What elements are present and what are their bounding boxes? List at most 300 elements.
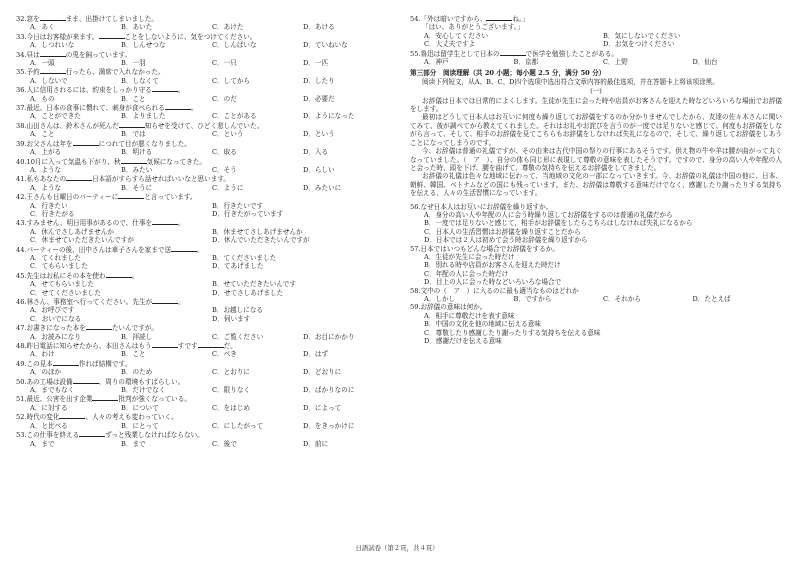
answer-option[interactable]: B．こと [121,94,146,103]
answer-option[interactable]: D．したり [303,76,335,85]
question-number: 58. [410,286,421,295]
question [410,14,782,49]
question-text: この仕事を終える [26,431,80,440]
answer-option[interactable]: D．みたいに [303,183,342,192]
answer-option[interactable]: B．気にしないでください [603,31,681,40]
answer-option[interactable]: D．ようになった [303,112,355,121]
answer-option[interactable]: A．わけ [30,350,55,359]
question-stem [16,192,394,201]
question-text: 山田さんは、鈴木さんが死んだ [26,121,119,130]
answer-option[interactable]: C．しんぱいな [212,41,257,50]
answer-option[interactable]: D．あける [303,23,335,32]
option-row [16,228,394,236]
question [16,297,394,323]
left-column [16,14,394,448]
answer-blank [40,50,66,57]
answer-option[interactable]: A．まで [30,439,55,448]
question-number: 48. [16,342,27,351]
answer-option[interactable]: C．ように [212,183,244,192]
question-text: 日本ではいつもどんな場合でお辞儀をするか。 [420,244,559,253]
question-stem [410,49,782,58]
question-text: 昨日電話に知らせたから、本田さんはもう [26,342,152,351]
option-row [410,261,782,269]
question [410,203,782,245]
answer-option[interactable]: A．相手に尊敬だけを表す意味 [424,311,515,320]
question [16,218,394,244]
question-text: 最近、日本の食事に慣れて、刺身が食べられる [26,104,165,113]
question [16,157,394,175]
question-number: 57. [410,244,421,253]
answer-blank [66,174,92,181]
answer-blank [59,412,85,419]
question-text: 林さん、事務室へ行ってください。先生が [26,298,153,306]
question [16,323,394,341]
answer-blank [79,430,105,437]
answer-option[interactable]: C．あけた [212,23,244,32]
answer-option[interactable]: A．のほか [30,368,62,377]
answer-option[interactable]: D．はず [303,350,329,359]
question [16,245,394,271]
question [16,341,394,359]
answer-blank [119,121,145,128]
answer-blank [99,32,125,39]
option-row [16,148,394,156]
answer-option[interactable]: D．行きたがっています [212,209,284,218]
option-row [16,368,394,376]
question-text: 「はい、ありがとうございます。」 [422,23,524,32]
answer-option[interactable]: B．行きたいです [212,201,264,210]
question-number: 43. [16,219,27,228]
option-row [410,219,782,227]
question [16,377,394,395]
question-stem [16,14,394,23]
answer-blank [73,377,99,384]
question-stem [16,341,394,350]
question-number: 55. [410,49,421,58]
option-row [410,236,782,244]
answer-option[interactable]: B．にとって [121,421,159,430]
answer-blank [92,394,118,401]
question-text: 。 [197,245,204,254]
question-number: 34. [16,50,27,59]
answer-option[interactable]: C．してから [212,76,251,85]
option-row [410,32,782,40]
answer-option[interactable]: D．前に [303,439,329,448]
answer-option[interactable]: C．日本人の生活習慣はお辞儀を繰り返すことだから [424,227,581,236]
answer-option[interactable]: B．お越しになる [212,306,264,315]
question-stem [16,174,394,183]
answer-option[interactable]: C．大丈夫ですよ [424,40,476,49]
answer-option[interactable]: A．お呼びです [30,306,75,315]
question-text: 私もあなたの [26,175,67,184]
answer-option[interactable]: A．あく [30,23,55,32]
question-text: 先生はお私にその本を使わ [26,271,106,280]
answer-option[interactable]: C．てもらいました [30,262,88,271]
answer-option[interactable]: B．ですから [513,295,552,303]
answer-option[interactable]: A．までもなく [30,386,75,395]
answer-option[interactable]: B．みたい [121,165,153,174]
question-text: 。 [177,86,185,95]
answer-option[interactable]: B．てくださいました [212,253,277,262]
answer-option[interactable]: D．伺います [212,314,251,323]
option-row [410,337,782,345]
question [410,303,782,345]
question [16,394,394,412]
answer-option[interactable]: A．と比べる [30,421,68,430]
answer-option[interactable]: A．しかし [424,295,456,303]
question-text: の兎を飼っています。 [65,50,132,59]
option-row [16,262,394,270]
answer-blank [40,67,66,74]
question [410,49,782,67]
question-stem [410,287,782,295]
question-stem [16,67,394,76]
question-text: 知らせを受けて、ひどく悲しんでいた。 [144,121,264,130]
question-stem [410,203,782,211]
answer-option[interactable]: C．限りなく [212,386,251,395]
answer-blank [121,157,147,164]
question-number: 32. [16,15,27,23]
answer-option[interactable]: C．ご覧ください [212,332,264,341]
answer-option[interactable]: B．せていただきたいんです [212,280,296,289]
question-text: 窓を [26,15,40,23]
answer-option[interactable]: B．京都 [513,58,539,67]
answer-option[interactable]: A．身分の高い人や年配の人に会う時繰り返してお辞儀をするのは普通の礼儀だから [424,210,673,219]
answer-option[interactable]: C．のだ [212,94,237,103]
option-row [16,306,394,314]
question [16,32,394,50]
answer-option[interactable]: A．しつれいな [30,41,75,50]
option-row [410,278,782,286]
question [16,174,394,192]
question-stem [410,245,782,253]
question-number: 44. [16,245,27,254]
answer-option[interactable]: D．仙台 [692,58,718,67]
answer-option[interactable]: D．必要だ [303,94,335,103]
question-text: 今日はお客様が来ます。 [26,32,99,41]
option-row [16,59,394,67]
question-text: ずっと残業しなければならない。 [105,431,204,440]
question-number: 56. [410,202,421,211]
answer-option[interactable]: B．あいた [121,23,153,32]
answer-blank [165,103,191,110]
option-row [410,40,782,48]
option-row [16,289,394,297]
passage-paragraph: お辞儀の礼儀は色々な地域に伝わって、当地域の文化の一部になっていきます。今、お辞儀の礼儀は中国の他に、日本、朝鮮、韓国、ベトナムなどの国にも残っています。また、お辞儀は尊敬する意味だけでなく、感謝したり謝ったりする気持ちを伝える、人々の生活習慣になっています。 [410,172,782,198]
answer-option[interactable]: D．せてさしあげました [212,288,284,297]
question-text: 人に信用されるには、約束をしっかり守る [26,86,152,95]
passage-paragraph: お辞儀は日本では日常的によくします。生徒が先生に会った時や店員がお客さんを迎えた時などいろいろな場面でお辞儀をします。 [410,96,782,114]
question-number: 33. [16,32,27,41]
page-footer: 日語試卷（第２頁，共４頁） [355,544,439,552]
answer-option[interactable]: B．について [121,403,159,412]
passage-paragraph: 最初はどうして日本人はお互いに何度も繰り返してお辞儀をするのか分かりませんでしたから、友達の佐々木さんに聞いてみて、彼が調べてから教えてくれました。それはお礼やお詫びを言うのが一度では足りないと感じて、何度もお辞儀をしながら言って、そして、相手のお辞儀を見てこちらもお辞儀をしなければ失礼になるので、そして、繰り返してお辞儀をしあうことになってしまうのです。 [410,113,782,147]
question [16,192,394,218]
question-text: で医学を勉強したことがある。 [525,49,618,58]
question-text: 行ったら、満席で入れなかった。 [65,68,165,77]
answer-option[interactable]: C．をはじめ [212,403,251,412]
question-text: 気候になってきた。 [146,157,206,166]
answer-option[interactable]: D．入る [303,148,329,157]
question-text: お父さんは年を [26,139,73,148]
option-row [410,295,782,303]
answer-option[interactable]: D．お目にかかり [303,332,355,341]
option-row [410,320,782,328]
question-stem [16,32,394,41]
answer-option[interactable]: C．上野 [603,58,628,67]
question-text: だ。 [223,342,237,351]
question-number: 46. [16,298,27,306]
answer-blank [486,14,512,21]
answer-option[interactable]: C．にしたがって [212,421,264,430]
question-number: 39. [16,139,27,148]
question-text: あの工場は設備 [26,377,73,386]
answer-option[interactable]: C．せてくださいました [30,288,101,297]
answer-option[interactable]: B．よりました [121,112,166,121]
question-number: 54. [410,15,421,23]
question-stem [16,394,394,403]
question-stem [16,359,394,368]
answer-option[interactable]: B．のため [121,368,153,377]
question [16,85,394,103]
answer-option[interactable]: C．行きたがる [30,209,75,218]
question-stem [16,377,394,386]
answer-option[interactable]: A．ことができた [30,112,81,121]
answer-option[interactable]: C．一只 [212,59,237,68]
answer-option[interactable]: B．しんせつな [121,41,166,50]
question [16,359,394,377]
question-text: すみません、明日用事があるので、仕事を [26,219,153,228]
answer-option[interactable]: B．中国の文化を他の地域に伝える意味 [424,320,541,329]
question-text: 時代の変化 [26,413,60,422]
answer-option[interactable]: B．拝読し [121,332,153,341]
answer-blank [53,359,79,366]
answer-option[interactable]: C．おいでになる [30,314,82,323]
answer-option[interactable]: A．しないで [30,76,68,85]
passage-paragraph: 今、お辞儀は普通の礼儀ですが、その由来は古代中国の祭りの行事にあるそうです。供え物の牛や羊は腰が曲がって丸くなっていました。（ ア ）、自分の体も同じ形に表現して尊敬の意味を表したそうです。ですので、身分の高い人や年配の人と会った時、頭を下げ、腰を曲げて、尊敬の気持ちを伝えるお辞儀をしてきました。 [410,147,782,172]
option-row [16,210,394,218]
answer-option[interactable]: C．それから [603,295,642,303]
reading-question-list [410,203,782,346]
answer-option[interactable]: A．行きたい [30,201,68,210]
option-row [410,228,782,236]
question-stem [16,323,394,332]
option-row [410,329,782,337]
option-row [410,253,782,261]
option-row [16,350,394,358]
answer-option[interactable]: B．まで [121,439,146,448]
answer-option[interactable]: D．らしい [303,165,335,174]
question-number: 38. [16,121,27,130]
question-text: 。 [190,104,198,113]
question [16,67,394,85]
answer-option[interactable]: D．お気をつけください [603,40,675,49]
question-text: ことをしないように、気をつけてください。 [124,32,257,41]
question-stem [16,271,394,280]
answer-option[interactable]: D．たとえば [692,295,731,303]
question-stem [16,139,394,148]
answer-option[interactable]: A．に対する [30,403,68,412]
answer-blank [86,323,112,330]
answer-option[interactable]: B．別れる時や店員がお客さんを迎えた時だけ [424,261,561,270]
question-text: 。 [131,271,139,280]
answer-option[interactable]: D．どおりに [303,368,342,377]
answer-option[interactable]: D．ばかりなのに [303,386,355,395]
option-row [16,404,394,412]
option-row [16,41,394,49]
question-number: 52. [16,413,27,422]
question [16,50,394,68]
answer-blank [106,271,132,278]
option-row [16,315,394,323]
question-text: 昼は [26,50,40,59]
question [410,287,782,304]
question-stem [410,14,782,23]
question-text: お書きになった本を [26,324,86,333]
answer-option[interactable]: D．ていねいな [303,41,348,50]
left-question-list [16,14,394,448]
answer-option[interactable]: A．もの [30,94,55,103]
option-row [16,280,394,288]
question-text: 日本語がすらすら話せればいいなと思います。 [92,175,231,184]
option-row [410,312,782,320]
answer-blank [152,218,178,225]
answer-option[interactable]: C．年配の人に会った時だけ [424,269,509,278]
option-row [16,386,394,394]
option-row [410,211,782,219]
answer-option[interactable]: C．休ませていただきたいんですが [30,236,134,245]
option-row [16,333,394,341]
answer-option[interactable]: A．上がる [30,148,62,157]
answer-option[interactable]: B．そうに [121,183,153,192]
question-text: 10月に入って気温も下がり、秋 [26,157,121,166]
answer-blank [152,85,178,92]
question-text: 、周りの環境もすばらしい。 [98,377,185,386]
answer-option[interactable]: C．尊敬したり感謝したり謝ったりする気持ちを伝える意味 [424,328,601,337]
question [16,103,394,121]
question-stem [16,245,394,254]
answer-option[interactable]: A．お読みになり [30,332,81,341]
answer-option[interactable]: D．によって [303,403,342,412]
question-number: 45. [16,271,27,280]
option-row [16,23,394,31]
answer-option[interactable]: B．だけでなく [121,386,166,395]
option-row [16,422,394,430]
answer-option[interactable]: C．ことがある [212,112,257,121]
answer-option[interactable]: D．てあげました [212,262,264,271]
question-number: 35. [16,68,27,77]
answer-option[interactable]: C．後で [212,439,237,448]
question-text: 作れば結構です。 [78,359,132,368]
answer-option[interactable]: A．生徒が先生に会った時だけ [424,252,515,261]
answer-option[interactable]: A．一頭 [30,59,55,68]
option-row [410,270,782,278]
question-text: 、人々の考えも変わっていく。 [85,413,178,422]
question-number: 49. [16,359,27,368]
question-number: 42. [16,193,27,202]
question-stem [16,50,394,59]
answer-option[interactable]: A．ような [30,165,62,174]
option-row [16,254,394,262]
option-row [410,58,782,66]
question-text: と言っています。 [144,193,197,202]
section-instruction: 阅读下列短文，从A、B、C、D四个选项中选出符合文章内容的最佳选项，并在答题卡上将该项涂黑。 [422,77,719,86]
answer-option[interactable]: B．休ませてさしあげませんか [212,227,303,236]
question-number: 50. [16,377,27,386]
question-stem [16,218,394,227]
answer-option[interactable]: D．目上の人に会った時などいろいろな場合で [424,278,562,287]
answer-option[interactable]: D．一匹 [303,59,329,68]
option-row [16,130,394,138]
option-row [16,112,394,120]
answer-option[interactable]: A．こと [30,130,55,139]
answer-option[interactable]: D．という [303,130,335,139]
option-row [16,440,394,448]
question-text: まま、出掛けてしまいました。 [65,15,158,23]
option-row [16,184,394,192]
option-row [16,166,394,174]
right-question-list-top [410,14,782,66]
answer-option[interactable]: D．日本では２人は初めて会う時お辞儀を繰り返すから [424,236,588,245]
question-text: 批判が強くなっている。 [118,395,191,404]
answer-option[interactable]: C．取る [212,148,237,157]
question-number: 41. [16,175,27,184]
section-title: 第三部分 阅读理解（共 20 小题；每小题 2.5 分，满分 50 分） [410,69,606,78]
answer-option[interactable]: C．べき [212,350,237,359]
question [16,430,394,448]
answer-option[interactable]: C．そう [212,165,237,174]
answer-blank [171,245,197,252]
answer-option[interactable]: D．感謝だけを伝える意味 [424,337,502,346]
question-text: 文中の（ ア ）に入るのに最も適当なものはどれか [420,286,579,295]
question-number: 53. [16,431,27,440]
answer-option[interactable]: C．という [212,130,244,139]
question [16,412,394,430]
answer-option[interactable]: A．休んでさしあげませんか [30,227,114,236]
question [16,14,394,32]
answer-blank [198,341,224,348]
answer-option[interactable]: A．せてもらいました [30,280,95,289]
answer-option[interactable]: C．とおりに [212,368,251,377]
question-text: この見本 [26,359,53,368]
answer-blank [500,49,526,56]
answer-blank [73,139,99,146]
answer-option[interactable]: A．安心してください [424,31,489,40]
question [16,271,394,297]
answer-option[interactable]: D．をきっかけに [303,421,355,430]
question-text: につれて目が悪くなりました。 [98,139,191,148]
answer-option[interactable]: A．神戸 [424,58,449,67]
passage-number: (一) [590,87,602,96]
question-text: 魯迅は留学生として日本の [420,49,500,58]
answer-option[interactable]: B．では [121,130,146,139]
question-number: 59. [410,303,421,312]
question-stem [16,297,394,306]
answer-option[interactable]: B．こと [121,350,146,359]
question-text: たいんですが。 [111,324,158,333]
answer-option[interactable]: A．てくれました [30,253,81,262]
question [410,245,782,287]
answer-option[interactable]: B．一羽 [121,59,146,68]
answer-option[interactable]: B．一度では足りないと感じて，相手がお辞儀をしたらこちらはしなければ失礼になるから [424,219,693,228]
answer-option[interactable]: D．休んでいただきたいんですが [212,236,310,245]
answer-option[interactable]: B．しなくて [121,76,159,85]
option-row [16,236,394,244]
answer-option[interactable]: B．明ける [121,148,153,157]
answer-option[interactable]: A．ような [30,183,62,192]
question-number: 40. [16,157,27,166]
question-text: 王さんも日曜日のパーティーに [26,193,119,202]
